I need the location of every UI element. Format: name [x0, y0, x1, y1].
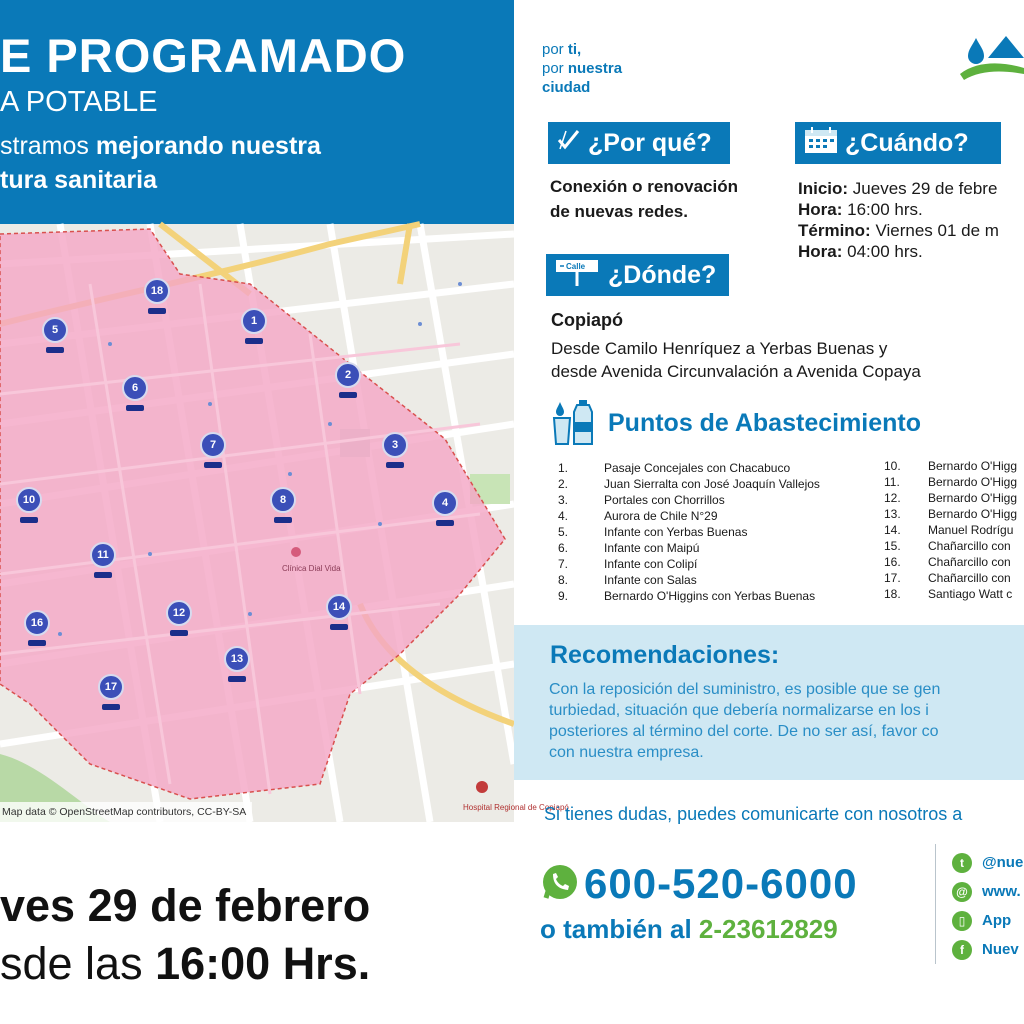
social-link[interactable] [952, 848, 1023, 877]
supply-point-text: Manuel Rodrígu [928, 523, 1014, 537]
supply-point-number: 8. [558, 573, 569, 587]
supply-point-text: Bernardo O'Higgins con Yerbas Buenas [604, 589, 816, 603]
supply-point-item [558, 556, 820, 572]
supply-point-text: Infante con Maipú [604, 541, 700, 555]
supply-point-item [884, 474, 1017, 490]
water-truck-icon [228, 676, 246, 682]
map-marker-8[interactable]: 8 [270, 487, 296, 513]
map-marker-10[interactable]: 10 [16, 487, 42, 513]
header-subtitle: A POTABLE [0, 86, 158, 118]
outage-date: ves 29 de febrero [0, 880, 371, 931]
social-link-text: App [982, 912, 1012, 929]
social-links [952, 848, 1023, 964]
supply-point-item [558, 588, 820, 604]
map-hospital-label: Hospital Regional de Copiapó [463, 803, 569, 812]
supply-point-item [558, 476, 820, 492]
water-truck-icon [102, 704, 120, 710]
map-marker-16[interactable]: 16 [24, 610, 50, 636]
map-marker-4[interactable]: 4 [432, 490, 458, 516]
affected-area-map [0, 224, 569, 822]
supply-point-text: Chañarcillo con [928, 571, 1011, 585]
donde-line-2: desde Avenida Circunvalación a Avenida Copaya [551, 362, 921, 381]
water-truck-icon [46, 347, 64, 353]
supply-point-text: Bernardo O'Higg [928, 475, 1018, 489]
supply-point-item [884, 506, 1017, 522]
map-marker-13[interactable]: 13 [224, 646, 250, 672]
supply-point-text: Juan Sierralta con José Joaquín Vallejos [604, 477, 820, 491]
header-line-1: stramos mejorando nuestra [0, 132, 321, 160]
supply-point-text: Portales con Chorrillos [604, 493, 725, 507]
phone-main-row [540, 860, 858, 908]
company-logo [958, 30, 1024, 86]
social-link[interactable] [952, 935, 1023, 964]
street-sign-text: Calle [566, 261, 586, 271]
supply-point-item [884, 522, 1017, 538]
supply-point-number: 6. [558, 541, 569, 555]
supply-point-number: 18. [884, 587, 901, 601]
water-truck-icon [20, 517, 38, 523]
map-marker-3[interactable]: 3 [382, 432, 408, 458]
map-marker-14[interactable]: 14 [326, 594, 352, 620]
supply-point-text: Aurora de Chile N°29 [604, 509, 718, 523]
recommendations-title: Recomendaciones: [550, 641, 780, 669]
facebook-icon: f [952, 940, 972, 960]
map-attribution: Map data © OpenStreetMap contributors, CC-BY-SA [0, 802, 252, 822]
water-truck-icon [204, 462, 222, 468]
supply-point-text: Santiago Watt c [928, 587, 1013, 601]
outage-time: sde las 16:00 Hrs. [0, 938, 371, 989]
map-marker-18[interactable]: 18 [144, 278, 170, 304]
cuando-heading: ¿Cuándo? [795, 122, 1001, 164]
supply-point-item [558, 524, 820, 540]
supply-point-item [884, 458, 1017, 474]
supply-point-text: Chañarcillo con [928, 555, 1011, 569]
supply-point-item [558, 572, 820, 588]
supply-point-number: 4. [558, 509, 569, 523]
supply-point-text: Bernardo O'Higg [928, 459, 1018, 473]
phone-alt-number[interactable]: 2-23612829 [698, 914, 838, 944]
supply-point-text: Infante con Salas [604, 573, 697, 587]
supply-point-item [558, 540, 820, 556]
street-sign-icon [554, 257, 602, 294]
header-banner [0, 0, 514, 224]
supply-point-number: 14. [884, 523, 901, 537]
porque-text: Conexión o renovación de nuevas redes. [550, 177, 738, 221]
puntos-title: Puntos de Abastecimiento [608, 409, 922, 437]
social-link-text: www. [982, 883, 1021, 900]
app-icon: ▯ [952, 911, 972, 931]
supply-point-text: Infante con Yerbas Buenas [604, 525, 748, 539]
map-marker-12[interactable]: 12 [166, 600, 192, 626]
phone-alt: o también al 2-23612829 [540, 914, 838, 944]
social-link[interactable] [952, 877, 1023, 906]
map-marker-11[interactable]: 11 [90, 542, 116, 568]
donde-line-1: Desde Camilo Henríquez a Yerbas Buenas y [551, 339, 888, 358]
recommendations-text: Con la reposición del suministro, es posible que se gen turbiedad, situación que debería normalizarse en los i posteriores al término del corte. De no ser así, favor co con nuestra empresa. [549, 681, 941, 761]
supply-point-item [884, 490, 1017, 506]
supply-point-number: 9. [558, 589, 569, 603]
water-truck-icon [245, 338, 263, 344]
map-clinic-label: Clínica Dial Vida [282, 564, 341, 573]
supply-point-number: 16. [884, 555, 901, 569]
water-truck-icon [436, 520, 454, 526]
map-marker-6[interactable]: 6 [122, 375, 148, 401]
supply-point-item [558, 508, 820, 524]
contact-intro: Si tienes dudas, puedes comunicarte con nosotros a [544, 804, 963, 824]
supply-point-item [884, 554, 1017, 570]
cuando-details: Inicio: Jueves 29 de febre Hora: 16:00 hrs. Término: Viernes 01 de m Hora: 04:00 hrs. [798, 179, 999, 261]
donde-heading: Calle ¿Dónde? [546, 254, 729, 296]
water-truck-icon [339, 392, 357, 398]
header-title: E PROGRAMADO [0, 29, 407, 82]
porque-heading: ¿Por qué? [548, 122, 730, 164]
slogan: por ti, por nuestra ciudad [542, 41, 623, 96]
supply-point-item [558, 460, 820, 476]
supply-point-number: 15. [884, 539, 901, 553]
supply-point-text: Bernardo O'Higg [928, 507, 1018, 521]
supply-point-number: 10. [884, 459, 901, 473]
supply-point-item [884, 586, 1017, 602]
checkmark-icon [556, 127, 582, 160]
water-truck-icon [126, 405, 144, 411]
map-marker-5[interactable]: 5 [42, 317, 68, 343]
social-link[interactable] [952, 906, 1023, 935]
water-truck-icon [148, 308, 166, 314]
supply-points-list-1 [558, 460, 820, 604]
donde-city: Copiapó [551, 310, 623, 330]
water-truck-icon [28, 640, 46, 646]
water-truck-icon [386, 462, 404, 468]
map-marker-2[interactable]: 2 [335, 362, 361, 388]
web-icon: @ [952, 882, 972, 902]
water-truck-icon [330, 624, 348, 630]
social-link-text: @nue [982, 854, 1024, 871]
supply-point-item [884, 570, 1017, 586]
water-truck-icon [94, 572, 112, 578]
phone-number[interactable]: 600-520-6000 [584, 860, 858, 907]
water-truck-icon [170, 630, 188, 636]
calendar-icon [803, 125, 839, 162]
water-truck-icon [274, 517, 292, 523]
supply-point-number: 7. [558, 557, 569, 571]
supply-point-number: 11. [884, 475, 900, 489]
supply-point-text: Bernardo O'Higg [928, 491, 1018, 505]
water-bottle-icon [552, 398, 598, 453]
supply-point-text: Chañarcillo con [928, 539, 1011, 553]
supply-point-item [884, 538, 1017, 554]
contact-divider [935, 844, 936, 964]
map-marker-17[interactable]: 17 [98, 674, 124, 700]
supply-point-text: Infante con Colipí [604, 557, 698, 571]
supply-point-number: 3. [558, 493, 569, 507]
recommendations-panel [514, 625, 1024, 780]
supply-points-list-2 [884, 458, 1017, 602]
supply-point-number: 1. [558, 461, 569, 475]
supply-point-number: 13. [884, 507, 901, 521]
supply-point-number: 17. [884, 571, 901, 585]
header-line-2: tura sanitaria [0, 166, 158, 194]
social-link-text: Nuev [982, 941, 1019, 958]
map-marker-7[interactable]: 7 [200, 432, 226, 458]
twitter-icon: t [952, 853, 972, 873]
supply-point-number: 5. [558, 525, 569, 539]
supply-point-number: 12. [884, 491, 901, 505]
supply-point-number: 2. [558, 477, 569, 491]
supply-point-text: Pasaje Concejales con Chacabuco [604, 461, 791, 475]
whatsapp-icon [540, 862, 580, 907]
map-marker-1[interactable]: 1 [241, 308, 267, 334]
supply-point-item [558, 492, 820, 508]
